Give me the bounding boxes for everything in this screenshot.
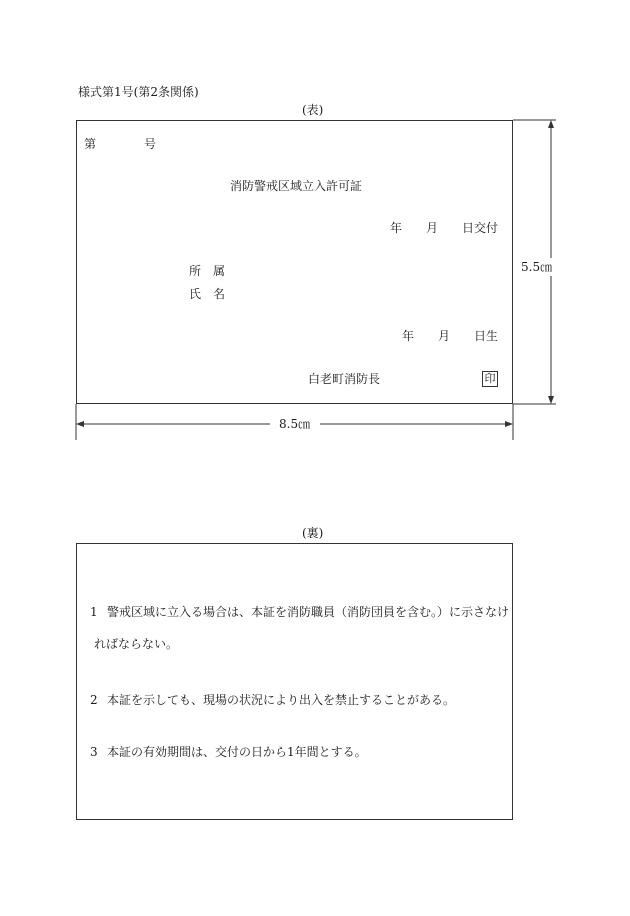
affiliation-label: 所 属 <box>189 264 226 278</box>
number-suffix: 号 <box>144 137 157 151</box>
back-item-2-text: 本証を示しても、現場の状況により出入を禁止することがある。 <box>107 693 456 707</box>
width-dimension-label: 8.5㎝ <box>279 417 311 431</box>
back-item-1-text-line2: ればならない。 <box>94 637 179 651</box>
back-item-1-text-line1: 警戒区域に立入る場合は、本証を消防職員（消防団員を含む。）に示さなけ <box>107 605 510 619</box>
issuer-name: 白老町消防長 <box>308 372 381 386</box>
number-prefix: 第 <box>84 137 97 151</box>
form-label: 様式第1号(第2条関係) <box>78 85 199 99</box>
front-side-label: (表) <box>302 103 324 117</box>
back-card <box>76 543 513 820</box>
back-item-1-number: 1 <box>90 605 98 619</box>
back-item-2-number: 2 <box>90 693 98 707</box>
height-dimension-label: 5.5㎝ <box>521 260 553 274</box>
back-item-3-text: 本証の有効期間は、交付の日から1年間とする。 <box>107 745 367 759</box>
birth-year: 年 <box>402 329 415 343</box>
birth-day: 日生 <box>474 329 499 343</box>
birth-month: 月 <box>438 329 451 343</box>
back-side-label: (裏) <box>302 526 324 540</box>
back-item-3-number: 3 <box>90 745 98 759</box>
issue-day: 日交付 <box>462 221 499 235</box>
seal-mark: 印 <box>482 371 498 387</box>
issue-month: 月 <box>426 221 439 235</box>
issue-year: 年 <box>390 221 403 235</box>
certificate-title: 消防警戒区域立入許可証 <box>230 179 363 193</box>
name-label: 氏 名 <box>189 287 226 301</box>
